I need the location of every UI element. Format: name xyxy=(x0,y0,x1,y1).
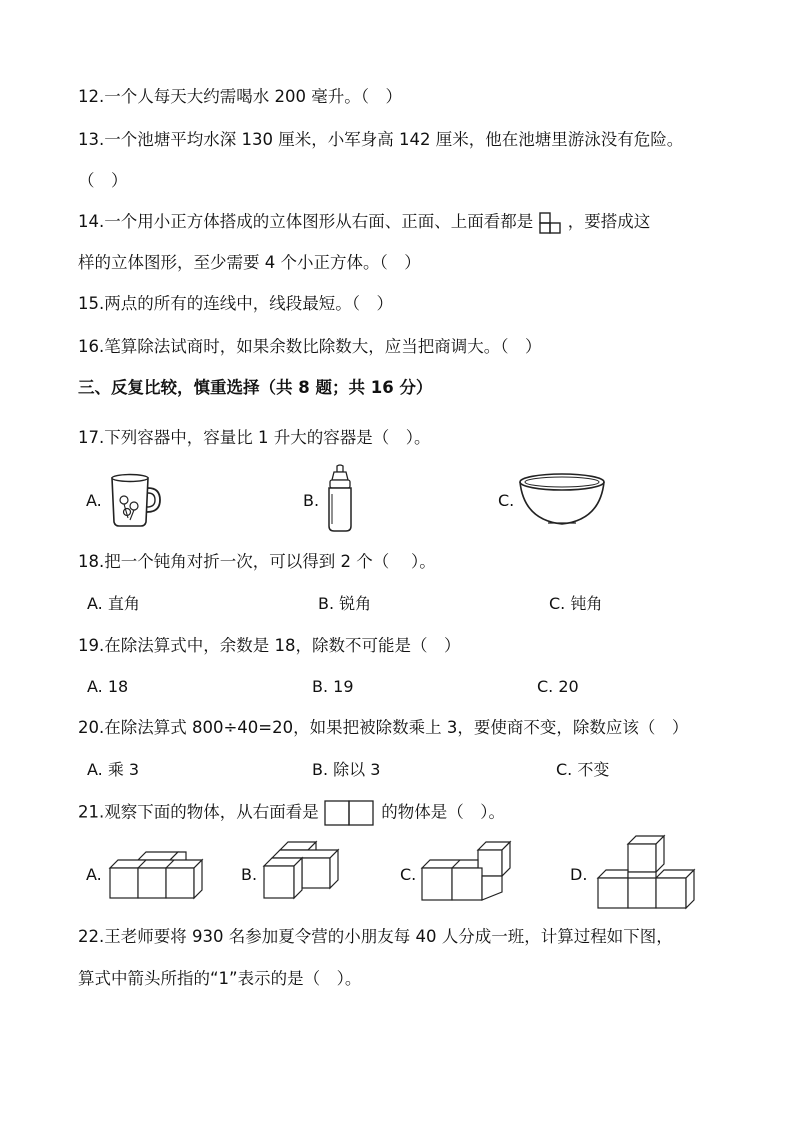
q21-option-c-label: C. xyxy=(400,865,417,884)
cube-stack-b-image xyxy=(262,840,346,902)
q20-option-c: C. 不变 xyxy=(556,760,610,779)
two-square-view-icon xyxy=(324,800,376,826)
l-shape-view-icon xyxy=(539,212,563,234)
q17-option-a-label: A. xyxy=(86,491,102,510)
question-16: 16.笔算除法试商时，如果余数比除数大，应当把商调大。（ ） xyxy=(78,337,542,356)
question-19: 19.在除法算式中，余数是 18，除数不可能是（ ） xyxy=(78,636,461,655)
baby-bottle-image xyxy=(322,464,358,534)
q21-option-b-label: B. xyxy=(241,865,258,884)
question-21 xyxy=(78,800,505,826)
q20-option-a: A. 乘 3 xyxy=(87,760,140,779)
q19-option-b: B. 19 xyxy=(312,677,354,696)
question-12: 12.一个人每天大约需喝水 200 毫升。（ ） xyxy=(78,87,402,106)
question-22-line1: 22.王老师要将 930 名参加夏令营的小朋友每 40 人分成一班，计算过程如下图， xyxy=(78,927,673,946)
q20-option-b: B. 除以 3 xyxy=(312,760,381,779)
q17-option-b-label: B. xyxy=(303,491,320,510)
question-22-line2: 算式中箭头所指的“1”表示的是（ ）。 xyxy=(78,969,362,988)
cube-stack-c-image xyxy=(420,840,512,904)
cube-stack-d-image xyxy=(596,834,698,910)
mug-image xyxy=(106,470,164,530)
question-17: 17.下列容器中，容量比 1 升大的容器是（ ）。 xyxy=(78,428,431,447)
q21-option-a-label: A. xyxy=(86,865,102,884)
bowl-image xyxy=(518,472,606,528)
q18-option-c: C. 钝角 xyxy=(549,594,603,613)
cube-stack-a-image xyxy=(108,846,212,902)
question-14-text-pre: 14.一个用小正方体搭成的立体图形从右面、正面、上面看都是 xyxy=(78,212,534,231)
question-13-line1: 13.一个池塘平均水深 130 厘米，小军身高 142 厘米，他在池塘里游泳没有危险。 xyxy=(78,130,684,149)
question-20: 20.在除法算式 800÷40=20，如果把被除数乘上 3，要使商不变，除数应该（ ） xyxy=(78,718,689,737)
q19-option-a: A. 18 xyxy=(87,677,129,696)
q18-option-b: B. 锐角 xyxy=(318,594,372,613)
question-14-text-post: ，要搭成这 xyxy=(567,212,651,231)
question-15: 15.两点的所有的连线中，线段最短。（ ） xyxy=(78,294,393,313)
question-21-text-pre: 21.观察下面的物体，从右面看是 xyxy=(78,802,319,822)
q17-option-c-label: C. xyxy=(498,491,515,510)
q21-option-d-label: D. xyxy=(570,865,588,884)
question-21-text-post: 的物体是（ ）。 xyxy=(381,802,505,822)
q19-option-c: C. 20 xyxy=(537,677,579,696)
question-14-line1 xyxy=(78,211,650,234)
question-14-line2: 样的立体图形，至少需要 4 个小正方体。（ ） xyxy=(78,253,421,272)
q18-option-a: A. 直角 xyxy=(87,594,140,613)
question-18: 18.把一个钝角对折一次，可以得到 2 个（ ）。 xyxy=(78,552,436,571)
question-13-line2: （ ） xyxy=(78,171,128,190)
section-3-heading: 三、反复比较，慎重选择（共 8 题；共 16 分） xyxy=(78,378,433,397)
